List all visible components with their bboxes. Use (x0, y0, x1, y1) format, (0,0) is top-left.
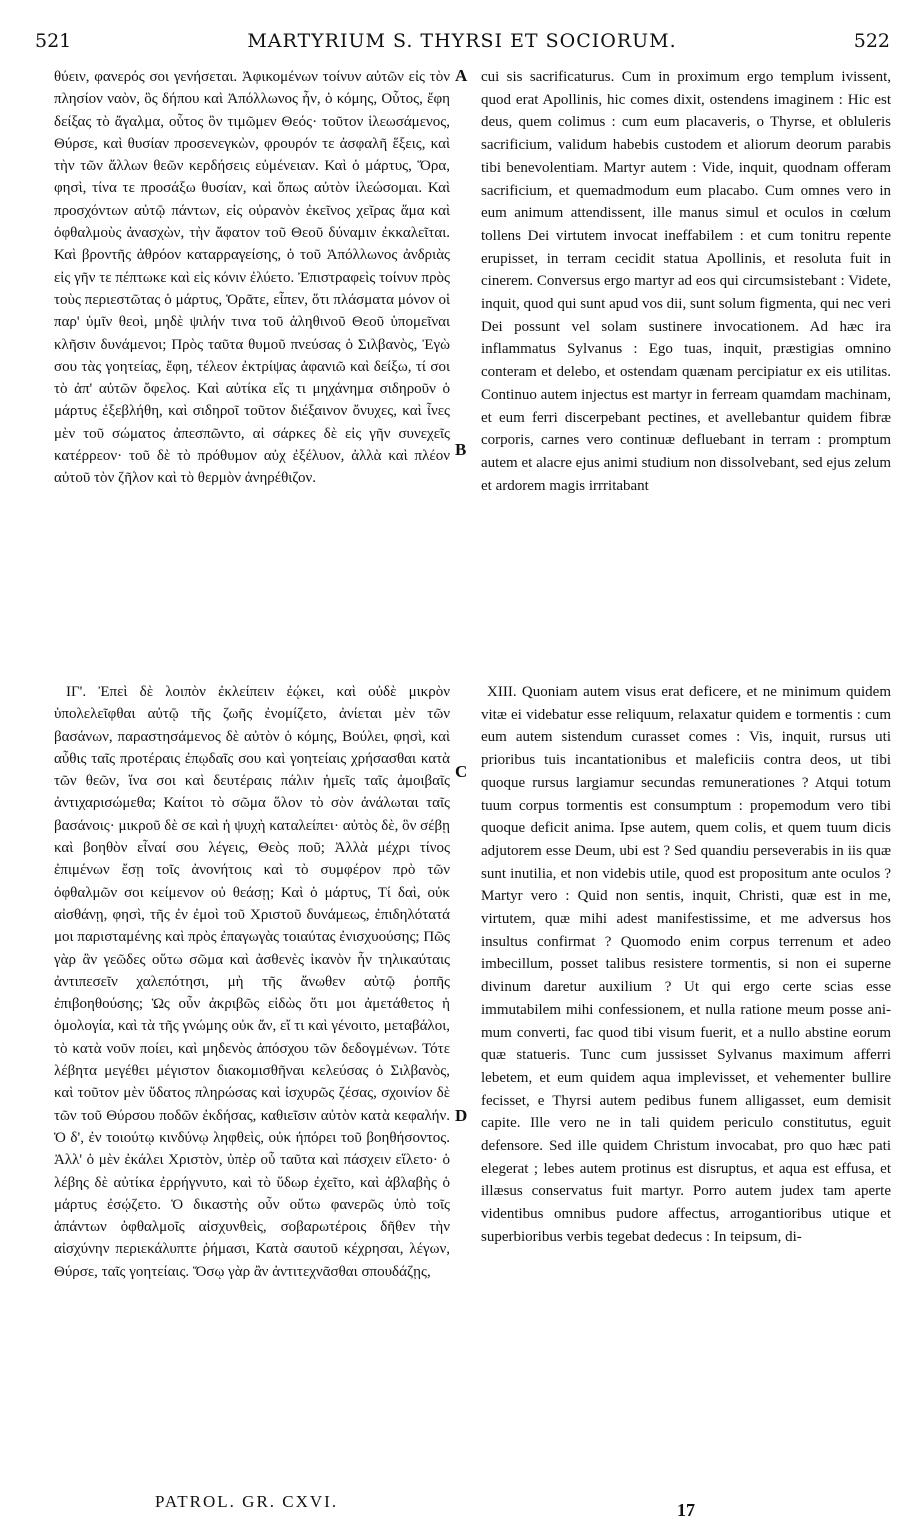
greek-paragraph: ΙΓ'. Ἐπεὶ δὲ λοιπὸν ἐκλείπειν ἐῴκει, καὶ οὐδὲ μικρὸν ὑπολελεῖφθαι αὐτῷ τῆς ζωῆς ἐνομίζετο, ἀνίεται μὲν τῶν βασάνων, παραστησάμενος δὲ αὐτὸν ὁ κόμης, Βούλει, φησὶ, καὶ αὖθις ταῖς προτέραις ἐπῳδαῖς σου καὶ γοητείαις χρήσασθαι κατὰ τῶν θεῶν, ἵνα σοι καὶ δευτέραις πάλιν ἡμεῖς ταῖς ἀμοιβαῖς ἀντιχαρισώμεθα; Καίτοι τὸ σῶμα ὅλον τὸ σὸν ἀνάλωται ταῖς βασάνοις· μικροῦ δὲ σε καὶ ἡ ψυχὴ καταλείπει· αὐτὸς δὲ, ὃν σέβῃ καὶ βοηθὸν εἶναί σου λέγεις, Θεὸς ποῦ; Ἀλλὰ μέχρι τίνος ἐπιμένων ἔσῃ τοῖς ἀνονήτοις καὶ τὸ συμφέρον πρὸ τῶν ὀφθαλμῶν σοι κείμενον οὐ θεάσῃ; Καὶ ὁ μάρτυς, Τί δαὶ, οὐκ αἰσθάνῃ, φησὶ, τῆς ἐν ἐμοὶ τοῦ Χριστοῦ δυνάμεως, ἐπιδηλότατά μοι παρισταμένης καὶ πρὸς ἐπαγωγὰς τοιαύτας ἐνισχυούσης; Πῶς γὰρ ἂν γεῶδες οὕτω σῶμα καὶ ἀσθενὲς ἱκανὸν ἦν τηλικαύταις ἀντιπεσεῖν χαλεπότησι, μὴ τῆς ἄνωθεν αὐτῷ ῥοπῆς ἐπιβοηθούσης; Ὡς οὖν ἀκριβῶς εἰδὼς ὅτι μοι ἀμετάθετος ἡ ὁμολογία, καὶ τὰ τῆς γνώμης οὐκ ἄν, εἴ τι καὶ γένοιτο, μεταβάλοι, τὸ κατὰ νοῦν ποίει, καὶ μηδενὸς ἀπόσχου τῶν δεδογμένων. Τότε λέβητα μεγέθει μέγιστον διακομισθῆναι κελεύσας ὁ Σιλβανὸς, καὶ τοῦτον μὲν ὕδατος πληρώσας καὶ ἰσχυρῶς ζέσας, σχοινίον δὲ τῶν τοῦ Θύρσου ποδῶν ἐκδήσας, καθιεῖσιν αὐτὸν κατὰ κεφαλήν. Ὁ δ', ἐν τοιούτῳ κινδύνῳ ληφθεὶς, οὐκ ἠπόρει τοῦ βοηθήσοντος. Ἀλλ' ὁ μὲν ἐκάλει Χριστὸν, ὑπὲρ οὗ ταῦτα καὶ πάσχειν εἵλετο· ὁ λέβης δὲ αὐτίκα ἐρρήγνυτο, καὶ τὸ ὕδωρ ἐχεῖτο, καὶ ἀβλαβὴς ὁ μάρτυς ἐσῴζετο. Ὁ δικαστὴς οὖν οὕτω φανερῶς ὑπὸ τοῖς ἁπάντων ὀφθαλμοῖς αἰσχυνθεὶς, σοβαρωτέροις δῆθεν τὴν αἰσχύνην περιεκάλυπτε ῥήμασι, Κατὰ σαυτοῦ κέχρησαι, λέγων, Θύρσε, ταῖς γοητείαις. Ὅσῳ γὰρ ἂν ἀντιτεχνᾶσθαι σπουδάζῃς, (54, 684, 450, 1280)
greek-column-block-2 (54, 681, 450, 1481)
latin-paragraph: XIII. Quoniam autem visus erat deficere, et ne minimum quidem vitæ ei videbatur esse reliquum, relaxatur quidem e tormentis : cum eum autem sistendum curasset comes : Vis, inquit, rursus uti prioribus tuis incantationibus et maleficiis contra deos, ut tibi quoque rursus largiamur secundas remunerationes ? Atqui totum tuum corpus tormentis est consumptum : propemodum vero tibi quoque deficit anima. Ipse autem, quem colis, et quem tuum dicis adjutorem esse Deum, ubi est ? Sed quandiu perseverabis in iis quæ sunt inutilia, et non videbis utile, quod est propositum ante oculos ? Martyr vero : Quid non sentis, inquit, Christi, quæ est in me, virtutem, quæ mihi adest manifestissime, et me adversus hos insultus confirmat ? Quomodo enim corpus terrenum et adeo imbecillum, posset talibus resistere tormentis, si non ei superne divinum daretur auxilium ? Ut qui ergo certe scias esse immutabilem mihi confessionem, et nulla ratione meum posse animum converti, fac quod tibi visum fuerit, et a nullo abstine eorum quæ statueris. Tunc cum jussisset Sylvanus maximum afferri lebetem, et eum quidem aqua implevisset, et vehementer bullire fecisset, e Thyrsi autem pedibus funem alligasset, eum demisit capite. Ille vero ne in tali quidem periculo constitutus, eguit defensore. Sed ille quidem Christum invocabat, pro quo hæc pati elegerat ; lebes autem protinus est disruptus, et aqua est effusa, et illæsus conservatus fuit martyr. Porro autem judex tam aperte videntibus omnibus pudore affectus, arrogantioribus utique et superbioribus verbis tegebat dedecus : In teipsum, di- (481, 684, 891, 1245)
margin-marker-d: D (455, 1106, 468, 1125)
page-number-left: 521 (35, 30, 72, 52)
running-title: MARTYRIUM S. THYRSI ET SOCIORUM. (247, 30, 677, 52)
page-header (0, 30, 924, 60)
footer-signature-number: 17 (677, 1500, 695, 1520)
page-number-right: 522 (853, 30, 890, 52)
footer-patrologia-reference: PATROL. GR. CXVI. (155, 1492, 339, 1511)
greek-column-block-1 (54, 66, 450, 648)
latin-column-block-1 (481, 66, 891, 656)
greek-paragraph: θύειν, φανερός σοι γενήσεται. Ἀφικομένων τοίνυν αὐτῶν εἰς τὸν πλησίον ναὸν, ὃς δήπου καὶ Ἀπόλλωνος ἦν, ὁ κόμης, Οὗτος, ἔφη δείξας τὸ ἄγαλμα, οὗτος ὃν τιμῶμεν Θεός· τοῦτον ἱλεωσάμενος, Θύρσε, καὶ θυσίαν προσενεγκὼν, φρουρόν τε ἀσφαλῆ ἕξεις, καὶ τὴν τῶν ἄλλων θεῶν κερδήσεις εὐμένειαν. Καὶ ὁ μάρτυς, Ὅρα, φησὶ, τίνα τε προσάξω θυσίαν, καὶ ὅπως αὐτὸν ἱλεώσομαι. Καὶ προσχόντων αὐτῷ πάντων, εἰς οὐρανὸν ἐκεῖνος χεῖρας ἅμα καὶ ὀφθαλμοὺς ἀνασχὼν, τὴν ἄφατον τοῦ Θεοῦ δύναμιν ἐκκαλεῖται. Καὶ βροντῆς ἀθρόον καταρραγείσης, ὁ τοῦ Ἀπόλλωνος ἀνδριὰς εἰς γῆν τε πέπτωκε καὶ εἰς κόνιν ἐλύετο. Ἐπιστραφεὶς τοίνυν πρὸς τοὺς περιεστῶτας ὁ μάρτυς, Ὁρᾶτε, εἶπεν, ὅτι πλάσματα μόνον οἱ παρ' ὑμῖν θεοὶ, μηδὲ ψιλήν τινα τοῦ ἀληθινοῦ Θεοῦ ὑπομεῖναι κλῆσιν δυνάμενοι; Πρὸς ταῦτα θυμοῦ πνεύσας ὁ Σιλβανὸς, Ἐγὼ σου τὰς γοητείας, ἔφη, τέλεον ἐκτρίψας ἀφανιῶ καὶ δείξω, τί σοι τὸ ἀπ' αὐτῶν ὄφελος. Καὶ αὐτίκα εἴς τι μηχάνημα σιδηροῦν ὁ μάρτυς ἐξεβλήθη, καὶ σιδηροῖ τοῦτον διέξαινον ὄνυχες, καὶ ἶνες μὲν τοῦ σώματος ἀπεσπῶντο, αἱ σάρκες δὲ εἰς γῆν συνεχεῖς κατέρρεον· τοῦ δὲ τὸ πρόθυμον αὐχ ἐξέλυον, ἀλλὰ καὶ πλέον αὐτοῦ τὸν ζῆλον καὶ τὸ θερμὸν ἀνηρέθιζον. (54, 69, 450, 487)
margin-marker-a: A (455, 66, 468, 85)
latin-paragraph: cui sis sacrificaturus. Cum in proximum ergo templum ivissent, quod erat Apollinis, hic comes dixit, ostendens imaginem : Hic est deus, quem colimus : cum eum placaveris, o Thyrse, et obluleris sacrificium, validum habebis custodem et aliorum deorum parabis tibi benevolentiam. Martyr autem : Vide, inquit, quodnam offeram sacrificium, et quemadmodum eum placabo. Cum omnes vero in eum animum attendissent, ille manus simul et oculos in cœlum tollens Dei virtutem invocat ineffabilem : et cum tonitru repente erupisset, in terram cecidit statua Apollinis, et resoluta fuit in cinerem. Conversus ergo martyr ad eos qui circumsistebant : Videte, inquit, quod qui sunt apud vos dii, sunt solum figmenta, qui nec veri Dei possunt vel solam sustinere invocationem. Ad hæc ira inflammatus Sylvanus : Ego tuas, inquit, præstigias omnino conteram et delebo, et ostendam quænam percipiatur ex eis utilitas. Continuo autem injectus est martyr in ferream quamdam machinam, et eum ferri discerpebant pectines, et avellebantur quidem fibræ corporis, carnes vero continuæ defluebant in terram : promptum autem et alacre ejus animi studium non dissolvebant, sed ejus zelum et ardorem magis irrritabant (481, 69, 891, 494)
margin-marker-b: B (455, 440, 467, 459)
latin-column-block-2 (481, 681, 891, 1481)
margin-marker-c: C (455, 762, 468, 781)
